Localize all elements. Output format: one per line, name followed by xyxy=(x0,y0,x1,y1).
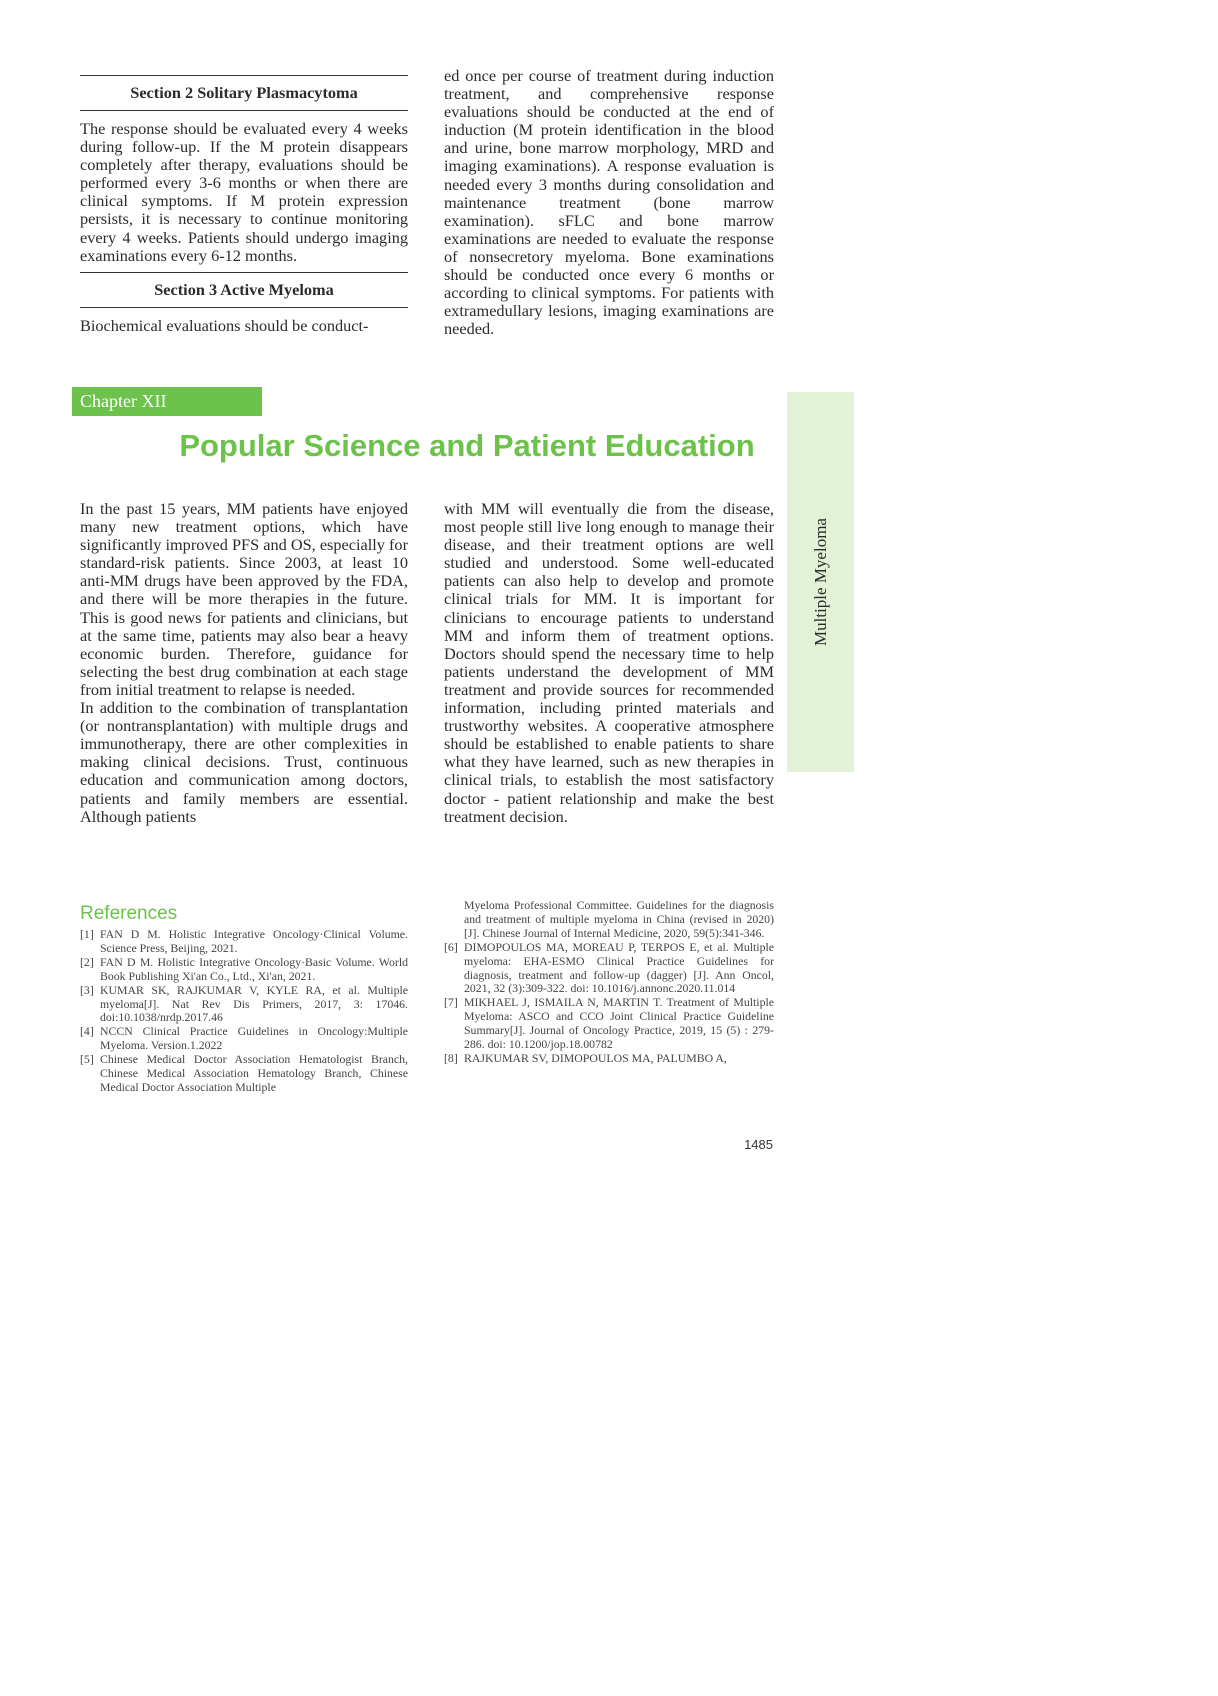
reference-text: Chinese Medical Doctor Association Hematologist Branch, Chinese Medical Association Hematology Branch, Chinese Medical Doctor Association Multiple xyxy=(100,1052,408,1094)
reference-text: KUMAR SK, RAJKUMAR V, KYLE RA, et al. Multiple myeloma[J]. Nat Rev Dis Primers, 2017, 3: 17046. doi:10.1038/nrdp.2017.46 xyxy=(100,982,408,1025)
reference-item xyxy=(80,1053,408,1095)
reference-number: [1] xyxy=(80,927,94,941)
chapter-title: Popular Science and Patient Education xyxy=(179,428,755,463)
reference-item xyxy=(444,996,774,1052)
body-left-column xyxy=(80,500,408,826)
top-left-column xyxy=(80,75,408,335)
reference-number: [7] xyxy=(444,995,458,1010)
reference-text: RAJKUMAR SV, DIMOPOULOS MA, PALUMBO A, xyxy=(464,1050,727,1065)
reference-number: [3] xyxy=(80,982,94,997)
reference-text: DIMOPOULOS MA, MOREAU P, TERPOS E, et al. Multiple myeloma: EHA-ESMO Clinical Practice Guidelines for diagnosis, treatment and follow-up (dagger) [J]. Ann Oncol, 2021, 32 (3):309-322. doi: 10.1016/j.annonc.2020.11.014 xyxy=(464,939,774,996)
reference-number: [6] xyxy=(444,939,458,954)
reference-item xyxy=(80,1025,408,1053)
side-tab xyxy=(787,392,854,772)
reference-continuation: Myeloma Professional Committee. Guidelines for the diagnosis and treatment of multiple myeloma in China (revised in 2020) [J]. Chinese Journal of Internal Medicine, 2020, 59(5):341-346. xyxy=(464,898,774,940)
body-paragraph-2: In addition to the combination of transplantation (or nontransplantation) with multiple drugs and immunotherapy, there are other complexities in making clinical decisions. Trust, continuous education and communication among doctors, patients and family members are essential. Although patients xyxy=(80,698,408,826)
references-left-column xyxy=(80,928,408,1095)
references-title: References xyxy=(80,903,178,924)
reference-item xyxy=(80,984,408,1026)
body-right-column xyxy=(444,500,774,826)
section-2-text: The response should be evaluated every 4 weeks during follow-up. If the M protein disappears completely after therapy, evaluations should be performed every 3-6 months or when there are clinical symptoms. If M protein expression persists, it is necessary to continue monitoring every 4 weeks. Patients should undergo imaging examinations every 6-12 months. xyxy=(80,119,408,265)
section-3-text: Biochemical evaluations should be conduct- xyxy=(80,315,369,335)
reference-text: NCCN Clinical Practice Guidelines in Oncology:Multiple Myeloma. Version.1.2022 xyxy=(100,1024,408,1053)
reference-text: FAN D M. Holistic Integrative Oncology·Clinical Volume. Science Press, Beijing, 2021. xyxy=(100,927,408,955)
section-3-heading: Section 3 Active Myeloma xyxy=(80,272,408,308)
reference-number: [8] xyxy=(444,1050,458,1065)
reference-item xyxy=(444,941,774,997)
top-right-column xyxy=(444,67,774,338)
chapter-tab: Chapter XII xyxy=(72,387,262,416)
body-paragraph-3: with MM will eventually die from the disease, most people still live long enough to manage their disease, and their treatment options are well studied and understood. Some well-educated patients can also help to develop and promote clinical trials for MM. It is important for clinicians to encourage patients to understand MM and inform them of treatment options. Doctors should spend the necessary time to help patients understand the development of MM treatment and provide sources for recommended information, including printed materials and trustworthy websites. A cooperative atmosphere should be established to enable patients to share what they have learned, such as new therapies in clinical trials, to establish the most satisfactory doctor - patient relationship and make the best treatment decision. xyxy=(444,499,774,826)
reference-text: FAN D M. Holistic Integrative Oncology·Basic Volume. World Book Publishing Xi'an Co., Ltd., Xi'an, 2021. xyxy=(100,954,408,983)
reference-number: [4] xyxy=(80,1024,94,1039)
section-3-text-continued: ed once per course of treatment during induction treatment, and comprehensive response evaluations should be conducted at the end of induction (M protein identification in the blood and urine, bone marrow morphology, MRD and imaging examinations). A response evaluation is needed every 3 months during consolidation and maintenance treatment (bone marrow examination). sFLC and bone marrow examinations are needed to evaluate the response of nonsecretory myeloma. Bone examinations should be conducted once every 6 months or according to clinical symptoms. For patients with extramedullary lesions, imaging examinations are needed. xyxy=(444,66,774,339)
reference-item xyxy=(444,1052,774,1066)
page-number: 1485 xyxy=(744,1137,773,1152)
reference-item xyxy=(80,928,408,956)
reference-number: [5] xyxy=(80,1052,94,1067)
reference-item xyxy=(80,956,408,984)
reference-number: [2] xyxy=(80,954,94,969)
body-paragraph-1: In the past 15 years, MM patients have enjoyed many new treatment options, which have significantly improved PFS and OS, especially for standard-risk patients. Since 2003, at least 10 anti-MM drugs have been approved by the FDA, and there will be more therapies in the future. This is good news for patients and clinicians, but at the same time, patients may also bear a heavy economic burden. Therefore, guidance for selecting the best drug combination at each stage from initial treatment to relapse is needed. xyxy=(80,499,408,699)
references-right-column xyxy=(444,899,774,1066)
reference-text: MIKHAEL J, ISMAILA N, MARTIN T. Treatment of Multiple Myeloma: ASCO and CCO Joint Clinical Practice Guideline Summary[J]. Journal of Oncology Practice, 2019, 15 (5) : 279-286. doi: 10.1200/jop.18.00782 xyxy=(464,995,774,1052)
side-tab-label: Multiple Myeloma xyxy=(810,518,830,646)
section-2-heading: Section 2 Solitary Plasmacytoma xyxy=(80,75,408,111)
